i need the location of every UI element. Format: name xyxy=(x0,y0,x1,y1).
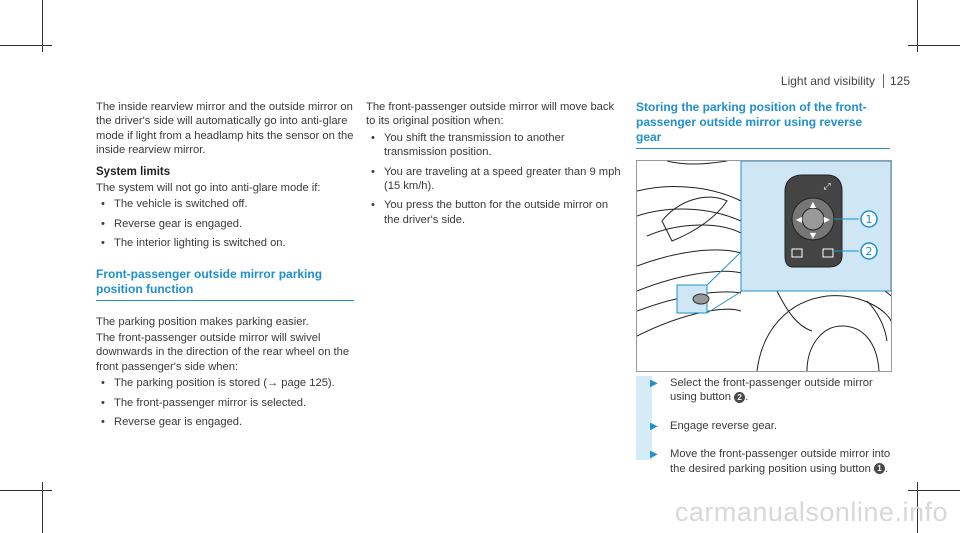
step-text-end: . xyxy=(745,391,749,404)
crop-mark xyxy=(917,0,918,52)
mirror-switch-icon xyxy=(693,294,709,304)
section-title-parking-position: Front-passenger outside mirror parking position function xyxy=(96,267,354,301)
button-badge: 1 xyxy=(874,463,885,474)
system-limits-heading: System limits xyxy=(96,165,171,178)
system-limits-text: The system will not go into anti-glare mode if: xyxy=(96,182,321,195)
crop-mark xyxy=(42,482,43,533)
list-item: • The parking position is stored (→ page 125). xyxy=(96,376,354,390)
arrow-left-icon: ◀ xyxy=(795,215,803,224)
callout-2-label: 2 xyxy=(865,245,873,258)
arrow-up-icon: ▲ xyxy=(809,200,817,209)
watermark: carmanualsonline.info xyxy=(674,497,948,527)
arrow-down-icon: ▼ xyxy=(809,231,817,240)
button-badge: 2 xyxy=(734,392,745,403)
instruction-steps xyxy=(636,376,892,490)
list-item: • The front-passenger mirror is selected. xyxy=(96,396,354,410)
step-text: Move the front-passenger outside mirror into the desired parking position using button xyxy=(670,448,891,475)
door-panel-drawing xyxy=(637,161,891,371)
running-header xyxy=(781,74,910,88)
header-section: Light and visibility xyxy=(780,74,875,88)
step-item xyxy=(636,447,892,476)
page-number: 125 xyxy=(883,74,910,88)
list-item: • Reverse gear is engaged. xyxy=(96,217,354,231)
step-arrow-icon: ▶ xyxy=(650,449,658,461)
arrow-right-icon: ▶ xyxy=(823,215,831,224)
step-text-end: . xyxy=(885,462,889,475)
list-item: • You shift the transmission to another transmission position. xyxy=(366,131,624,160)
return-conditions-list xyxy=(366,131,624,227)
list-item: • Reverse gear is engaged. xyxy=(96,415,354,429)
paragraph: The parking position makes parking easier. xyxy=(96,315,309,328)
step-arrow-icon: ▶ xyxy=(650,378,658,389)
list-item: • The vehicle is switched off. xyxy=(96,197,354,211)
step-text: Select the front-passenger outside mirror using button xyxy=(670,377,873,404)
crop-mark xyxy=(0,45,52,46)
step-arrow-icon: ▶ xyxy=(650,420,658,432)
column-left xyxy=(96,100,354,435)
limits-list xyxy=(96,197,354,250)
conditions-list xyxy=(96,376,354,429)
list-item: • You are traveling at a speed greater than 9 mph (15 km/h). xyxy=(366,165,624,194)
paragraph: The front-passenger outside mirror will swivel downwards in the direction of the rear wheel on the front passenger's side when: xyxy=(96,332,350,373)
section-title-storing: Storing the parking position of the front-passenger outside mirror using reverse gear xyxy=(636,100,890,149)
step-text: Engage reverse gear. xyxy=(670,419,777,432)
intro-paragraph: The inside rearview mirror and the outside mirror on the driver's side will automatically go into anti-glare mode if light from a headlamp hits the sensor on the inside rearview mirror. xyxy=(96,101,354,157)
crop-mark xyxy=(908,45,960,46)
column-middle xyxy=(366,100,624,232)
mirror-control-illustration xyxy=(636,160,892,372)
step-item xyxy=(636,376,892,405)
step-item xyxy=(636,419,892,433)
list-item: • The interior lighting is switched on. xyxy=(96,236,354,250)
mirror-fold-icon: ⤢ xyxy=(823,182,831,192)
callout-1-label: 1 xyxy=(865,213,873,226)
crop-mark xyxy=(908,490,960,491)
crop-mark xyxy=(42,0,43,52)
intro-paragraph: The front-passenger outside mirror will move back to its original position when: xyxy=(366,101,615,128)
list-item: • You press the button for the outside mirror on the driver's side. xyxy=(366,198,624,227)
crop-mark xyxy=(0,490,52,491)
